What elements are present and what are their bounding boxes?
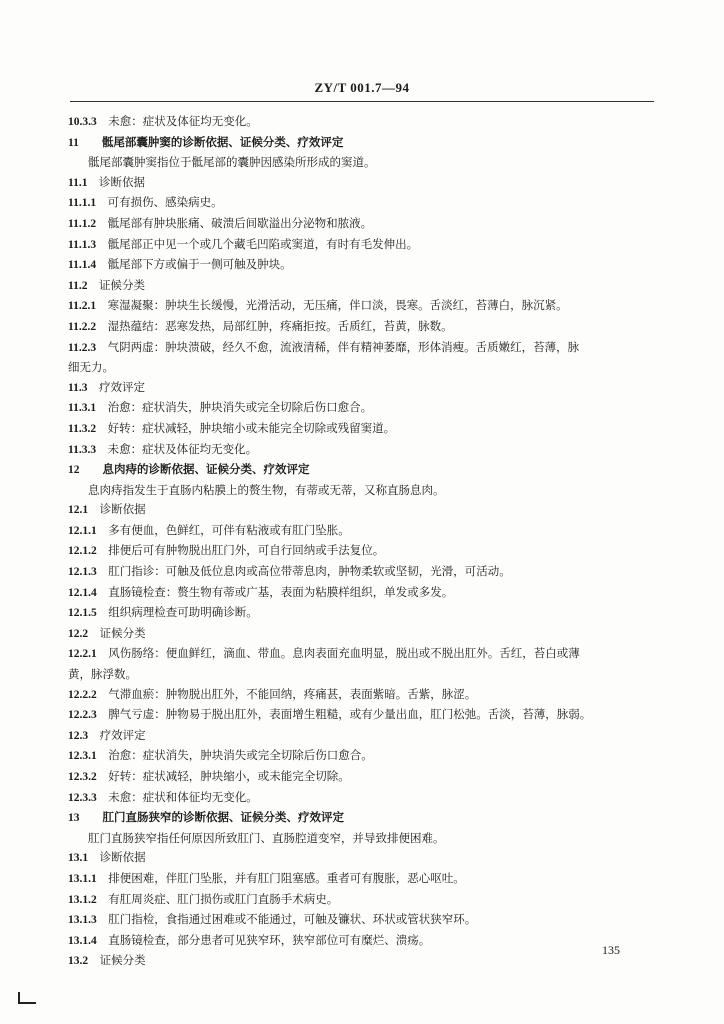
clause-number: 10.3.3 (68, 116, 97, 128)
clause-number: 12.2.1 (68, 648, 97, 661)
clause-text: 好转：症状减轻，肿块缩小或未能完全切除或残留窦道。 (107, 420, 396, 435)
clause-number: 13.1.3 (68, 914, 97, 927)
clause-text: 未愈：症状和体征均无变化。 (108, 789, 258, 804)
page-number: 135 (602, 943, 620, 957)
clause-number: 12.1.3 (68, 566, 97, 579)
clause-number: 12 (68, 464, 80, 477)
clause-number: 11.3 (68, 381, 88, 394)
clause-number: 11 (68, 136, 79, 149)
text-line (68, 481, 658, 501)
text-line (68, 746, 658, 767)
text-line (68, 848, 658, 869)
clause-number: 11.3.1 (68, 402, 97, 415)
text-line (68, 214, 658, 235)
clause-text: 细无力。 (68, 360, 114, 375)
clause-text: 可有损伤、感染病史。 (107, 195, 223, 210)
text-line (68, 788, 658, 809)
clause-number: 13.1.2 (68, 893, 97, 906)
text-line (68, 521, 658, 542)
clause-text: 气阴两虚：肿块溃破，经久不愈，流液清稀，伴有精神萎靡，形体消瘦。舌质嫩红，苔薄，脉 (107, 339, 580, 354)
clause-number: 11.1.4 (68, 259, 97, 272)
text-line (68, 296, 658, 317)
clause-number: 11.3.3 (68, 443, 97, 456)
text-line (68, 419, 658, 440)
clause-number: 12.2.3 (68, 709, 97, 722)
text-line (68, 603, 658, 624)
clause-text: 风伤肠络：便血鲜红，滴血、带血。息肉表面充血明显，脱出或不脱出肛外。舌红，苔白或薄 (108, 646, 580, 661)
clause-text: 湿热蕴结：恶寒发热，局部红肿，疼痛拒按。舌质红，苔黄，脉数。 (107, 318, 453, 333)
clause-number: 12.2.2 (68, 688, 97, 701)
text-line (68, 358, 658, 378)
section-heading: 骶尾部囊肿窦的诊断依据、证候分类、疗效评定 (101, 134, 344, 149)
section-heading: 息肉痔的诊断依据、证候分类、疗效评定 (102, 462, 310, 477)
clause-text: 证候分类 (99, 953, 146, 968)
text-line (68, 829, 658, 849)
clause-number: 13.1.1 (68, 872, 97, 885)
clause-number: 12.3.2 (68, 771, 97, 783)
clause-number: 13.2 (68, 955, 89, 968)
text-line (68, 338, 658, 359)
text-line (68, 112, 658, 133)
clause-number: 12.1 (68, 504, 89, 517)
text-line (68, 951, 658, 972)
section-heading: 肛门直肠狭窄的诊断依据、证候分类、疗效评定 (102, 810, 344, 825)
text-line (68, 910, 658, 931)
clause-number: 12.1.2 (68, 545, 97, 558)
clause-text: 骶尾部囊肿窦指位于骶尾部的囊肿因感染所形成的窦道。 (88, 155, 376, 170)
clause-text: 气滞血瘀：肿物脱出肛外，不能回纳，疼痛甚，表面紫暗。舌紫，脉涩。 (108, 686, 477, 701)
text-line (68, 624, 658, 645)
clause-text: 有肛周炎症、肛门损伤或肛门直肠手术病史。 (108, 891, 339, 906)
clause-number: 12.1.5 (68, 607, 97, 620)
text-line (68, 931, 658, 952)
clause-text: 好转：症状减轻，肿块缩小，或未能完全切除。 (108, 769, 350, 783)
clause-text: 证候分类 (99, 625, 146, 640)
clause-text: 治愈：症状消失，肿块消失或完全切除后伤口愈合。 (108, 748, 373, 763)
clause-text: 骶尾部有肿块胀痛、破溃后间歇溢出分泌物和脓液。 (107, 215, 373, 230)
text-line (68, 378, 658, 399)
clause-text: 排便困难，伴肛门坠胀，并有肛门阻塞感。重者可有腹胀，恶心呕吐。 (108, 870, 465, 885)
text-line (68, 235, 658, 256)
text-line (68, 255, 658, 276)
clause-text: 骶尾部正中见一个或几个藏毛凹陷或窦道，有时有毛发伸出。 (107, 236, 419, 251)
clause-number: 12.1.1 (68, 524, 97, 537)
text-line (68, 665, 658, 685)
header-rule (70, 101, 654, 102)
text-line (68, 133, 658, 154)
text-line (68, 398, 658, 419)
clause-number: 11.2.3 (68, 341, 97, 354)
clause-text: 肛门指检，食指通过困难或不能通过，可触及镰状、环状或管状狭窄环。 (108, 912, 477, 927)
clause-number: 13.1.4 (68, 934, 97, 947)
text-line (68, 173, 658, 194)
text-line (68, 193, 658, 214)
text-line (68, 460, 658, 481)
text-line (68, 562, 658, 583)
text-line (68, 890, 658, 911)
clause-number: 11.3.2 (68, 422, 97, 435)
clause-number: 11.1.3 (68, 238, 97, 251)
scan-corner-mark (18, 992, 36, 1004)
clause-text: 未愈：症状及体征均无变化。 (107, 441, 258, 456)
clause-number: 13.1 (68, 852, 89, 865)
text-line (68, 705, 658, 726)
clause-text: 诊断依据 (99, 502, 146, 517)
text-line (68, 317, 658, 338)
text-line (68, 583, 658, 604)
clause-text: 直肠镜检查，部分患者可见狭窄环，狭窄部位可有糜烂、溃疡。 (108, 932, 431, 947)
clause-text: 直肠镜检查：赘生物有蒂或广基，表面为粘膜样组织，单发或多发。 (108, 584, 454, 599)
clause-text: 排便后可有肿物脱出肛门外，可自行回纳或手法复位。 (108, 543, 385, 558)
clause-text: 诊断依据 (99, 850, 146, 865)
page-header-standard-number: ZY/T 001.7—94 (314, 80, 410, 95)
clause-text: 息肉痔指发生于直肠内粘膜上的赘生物，有蒂或无蒂，又称直肠息肉。 (88, 482, 445, 497)
clause-text: 脾气亏虚：肿物易于脱出肛外，表面增生粗糙，或有少量出血，肛门松弛。舌淡，苔薄，脉弱。 (108, 707, 592, 722)
document-body (68, 112, 658, 972)
text-line (68, 440, 658, 461)
clause-number: 12.3.3 (68, 791, 97, 804)
clause-number: 11.1 (68, 176, 88, 189)
clause-number: 12.3.1 (68, 750, 97, 763)
clause-text: 未愈：症状及体征均无变化。 (108, 114, 258, 128)
text-line (68, 500, 658, 521)
text-line (68, 644, 658, 665)
text-line (68, 541, 658, 562)
clause-text: 寒湿凝聚：肿块生长缓慢，光滑活动，无压痛，伴口淡，畏寒。舌淡红，苔薄白，脉沉紧。 (107, 298, 568, 313)
clause-number: 13 (68, 812, 80, 825)
clause-text: 疗效评定 (99, 727, 146, 742)
clause-text: 多有便血，色鲜红，可伴有粘液或有肛门坠胀。 (108, 522, 350, 537)
clause-text: 肛门直肠狭窄指任何原因所致肛门、直肠腔道变窄，并导致排便困难。 (88, 830, 445, 845)
clause-text: 疗效评定 (99, 379, 145, 394)
text-line (68, 726, 658, 747)
text-line (68, 808, 658, 829)
clause-number: 11.2.1 (68, 300, 97, 313)
clause-number: 12.1.4 (68, 586, 97, 599)
text-line (68, 869, 658, 890)
clause-text: 黄，脉浮数。 (68, 667, 137, 682)
clause-text: 证候分类 (99, 277, 145, 292)
clause-text: 骶尾部下方或偏于一侧可触及肿块。 (107, 257, 292, 272)
text-line (68, 685, 658, 706)
text-line (68, 767, 658, 788)
clause-number: 11.1.1 (68, 197, 97, 210)
clause-text: 组织病理检查可助明确诊断。 (108, 605, 258, 620)
clause-text: 治愈：症状消失，肿块消失或完全切除后伤口愈合。 (107, 400, 373, 415)
clause-number: 12.2 (68, 627, 89, 640)
clause-number: 11.2.2 (68, 320, 97, 333)
clause-number: 11.1.2 (68, 217, 97, 230)
text-line (68, 276, 658, 297)
clause-number: 12.3 (68, 729, 89, 742)
clause-text: 肛门指诊：可触及低位息肉或高位带蒂息肉，肿物柔软或坚韧，光滑，可活动。 (108, 564, 511, 579)
clause-number: 11.2 (68, 279, 88, 292)
clause-text: 诊断依据 (99, 174, 145, 189)
text-line (68, 153, 658, 173)
